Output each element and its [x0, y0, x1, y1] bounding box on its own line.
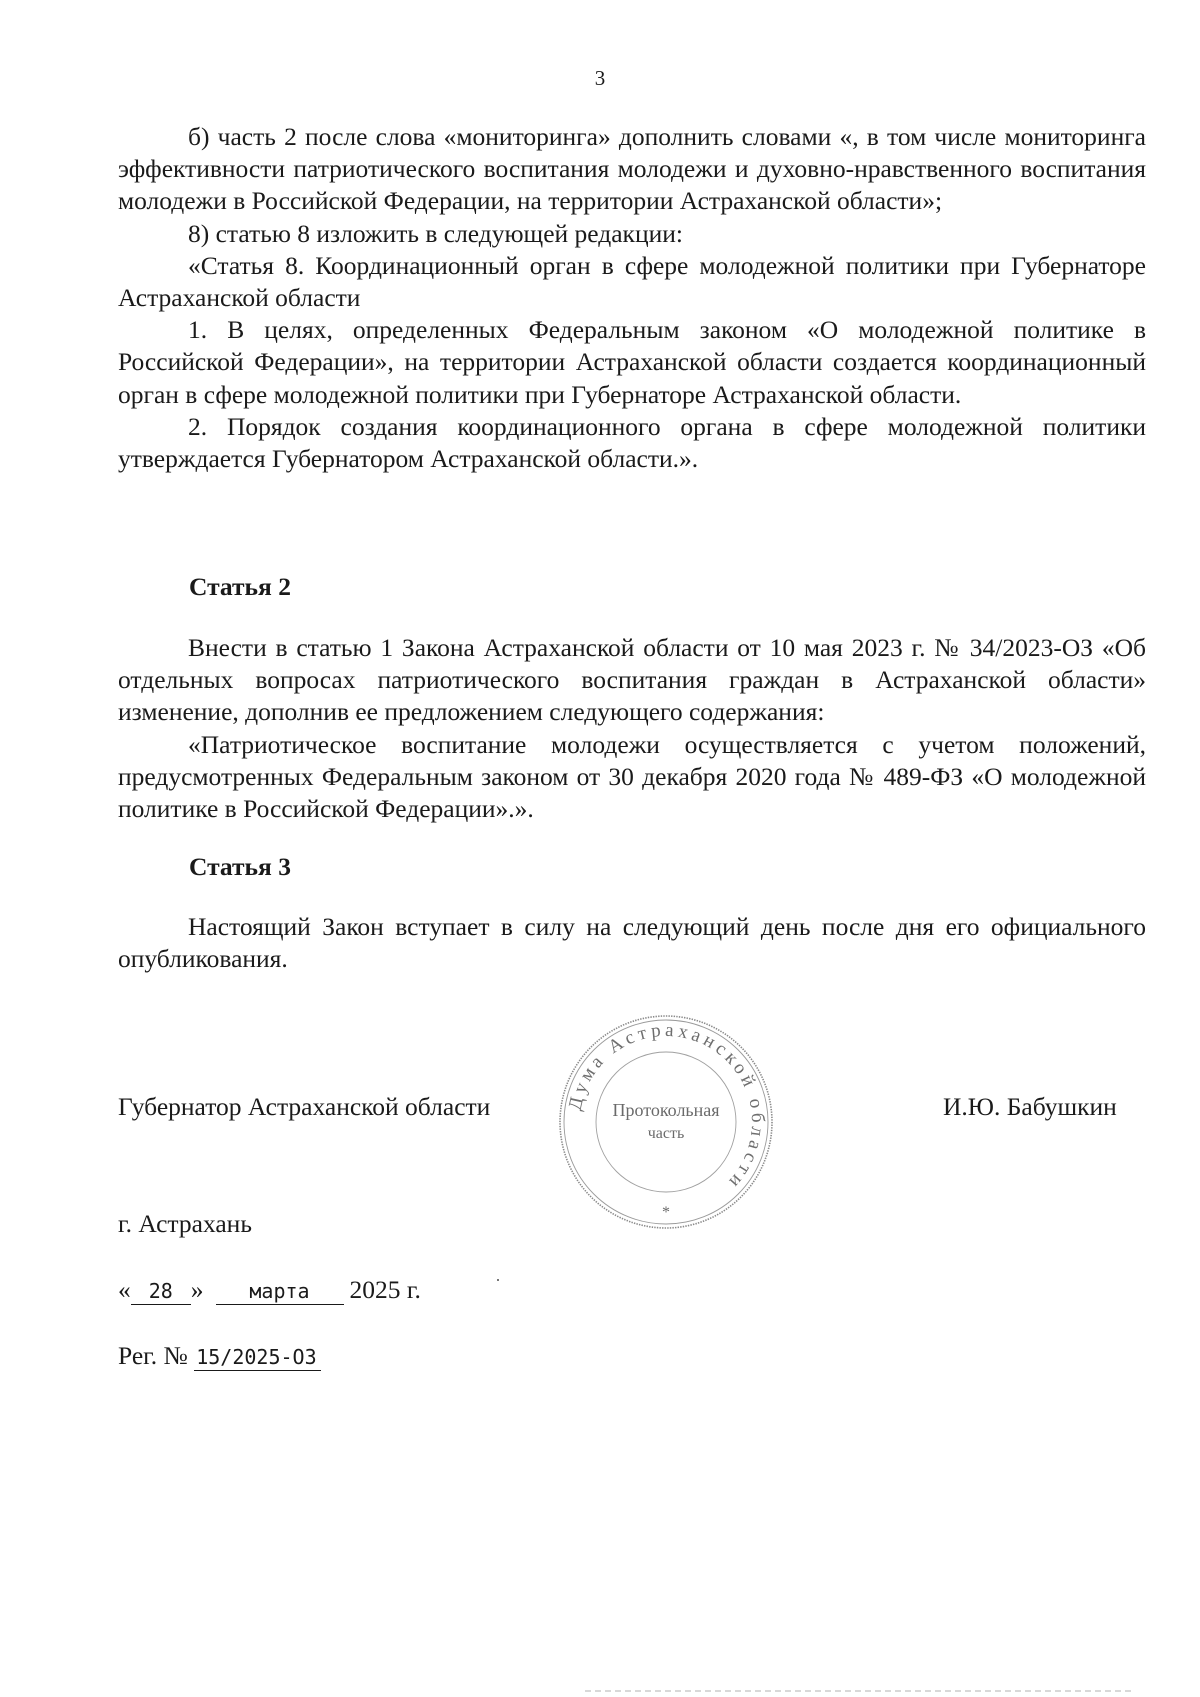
date-open-quote: «: [118, 1275, 131, 1304]
article-3-text: [118, 911, 1146, 975]
paragraph: 8) статью 8 изложить в следующей редакции:: [188, 218, 683, 248]
stamp-inner-ring: [596, 1052, 736, 1192]
city: г. Астрахань: [118, 1209, 252, 1238]
paragraph: 1. В целях, определенных Федеральным законом «О молодежной политике в Российской Федерации», на территории Астраханской области создается координационный орган в сфере молодежной политики при Губернаторе Астраханской области.: [118, 315, 1146, 409]
paragraph: «Патриотическое воспитание молодежи осуществляется с учетом положений, предусмотренных Федеральным законом от 30 декабря 2020 года № 489-ФЗ «О молодежной политике в Российской Федерации».».: [118, 729, 1146, 824]
date-close-quote: »: [190, 1275, 204, 1304]
amendments-block: [118, 121, 1146, 475]
official-stamp: [556, 1012, 776, 1232]
paragraph: Внести в статью 1 Закона Астраханской области от 10 мая 2023 г. № 34/2023-ОЗ «Об отдельных вопросах патриотического воспитания граждан в Астраханской области» изменение, дополнив ее предложением следующего содержания:: [118, 633, 1146, 727]
scan-artifact: [585, 1690, 1135, 1692]
article-3-heading: Статья 3: [189, 852, 291, 881]
stamp-outer-ring: [560, 1016, 772, 1228]
article-2-heading: Статья 2: [189, 572, 291, 601]
article-2-text: [118, 632, 1146, 825]
signatory-title: Губернатор Астраханской области: [118, 1092, 491, 1121]
date-month: марта: [216, 1278, 344, 1305]
paragraph: б) часть 2 после слова «мониторинга» дополнить словами «, в том числе мониторинга эффективности патриотического воспитания молодежи и духовно-нравственного воспитания молодежи в Российской Федерации, на территории Астраханской области»;: [118, 122, 1146, 216]
registration-number: 15/2025-ОЗ: [194, 1344, 320, 1371]
stamp-ring-text: Дума Астраханской области: [564, 1019, 769, 1195]
date-day: 28: [131, 1278, 191, 1305]
registration-line: [118, 1340, 321, 1372]
stamp-star-icon: *: [662, 1204, 670, 1221]
signatory-name: И.Ю. Бабушкин: [943, 1092, 1117, 1121]
scan-speck: [497, 1279, 499, 1281]
stamp-center-line2: часть: [647, 1125, 685, 1142]
stamp-center-line1: Протокольная: [612, 1100, 720, 1120]
paragraph: Настоящий Закон вступает в силу на следующий день после дня его официального опубликования.: [118, 912, 1146, 974]
registration-label: Рег. №: [118, 1341, 188, 1370]
paragraph: «Статья 8. Координационный орган в сфере молодежной политики при Губернаторе Астраханской области: [118, 250, 1146, 313]
date-year: 2025 г.: [349, 1275, 421, 1304]
paragraph: 2. Порядок создания координационного органа в сфере молодежной политики утверждается Губернатором Астраханской области.».: [118, 411, 1146, 474]
page-number: 3: [594, 66, 606, 90]
signing-date: [118, 1274, 421, 1306]
